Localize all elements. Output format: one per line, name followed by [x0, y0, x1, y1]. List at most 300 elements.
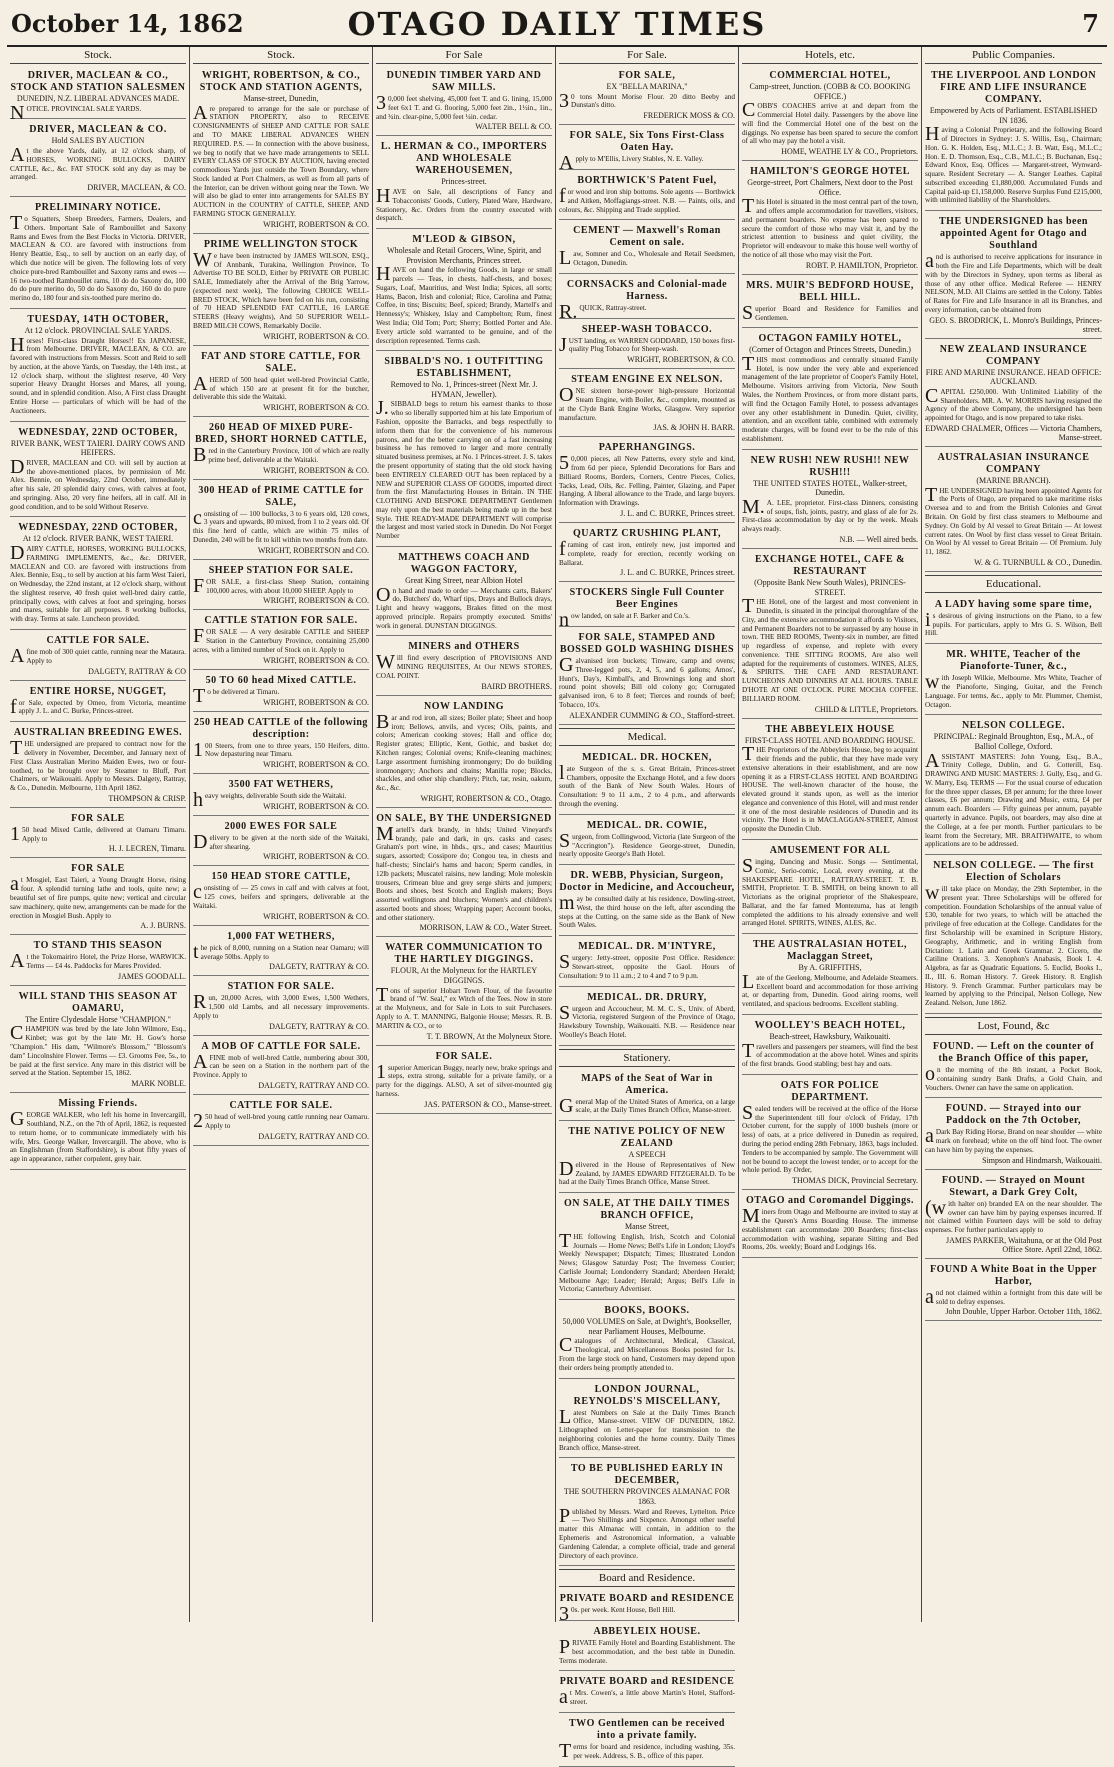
ad-signature: WRIGHT, ROBERTSON & CO. — [263, 219, 369, 229]
ad-body: FOR SALE, a first-class Sheep Station, containing 100,000 acres, with about 10,000 SHEEP. Apply to — [193, 574, 369, 597]
ad-heading: OATS FOR POLICE DEPARTMENT. — [780, 1079, 880, 1103]
ad-signature: J. L. and C. BURKE, Princes street. — [620, 568, 735, 578]
ad-signature: EDWARD CHALMER, Offices — Victoria Chambers, Manse-street. — [925, 424, 1102, 442]
ad-heading: FOUND A White Boat in the Upper Harbor, — [930, 1263, 1097, 1287]
ad-body: At the above Yards, daily, at 12 o'clock sharp, of HORSES, WORKING BULLOCKS, DAIRY CATTLE, &c., &c. FAT STOCK sold any day as may be arranged. — [10, 143, 186, 182]
advertisement — [559, 371, 735, 437]
ad-subheading: THE UNITED STATES HOTEL, Walker-street, Dunedin. — [753, 478, 907, 498]
ad-heading: AUSTRALASIAN INSURANCE COMPANY — [937, 452, 1090, 475]
ad-signature: A. J. BURNS. — [140, 921, 186, 931]
ad-body: NOTICE. PROVINCIAL SALE YARDS. — [10, 101, 142, 124]
ad-body: ASSISTANT MASTERS: John Young, Esq., B.A., Trinity College, Dublin, and G. Cotterill, Esq. DRAWING AND MUSIC MASTERS: J. Gully, Esq., and G. W. Marry, Esq. TERMS — For the usual course of education for the three upper classes, £8 per annum; for the three lower classes, £6 per annum; Drawing and Music, extra, £4 per annum each. Boarders — Fifty guineas per annum, payable quarterly in advance. Pupils, not boarders, may also dine at the College, at a fee per month. Further particulars to be learnt from the Secretary, MR. BRAITHWAITE, to whom applications are to be addressed. — [925, 749, 1102, 849]
advertisement — [376, 231, 552, 351]
advertisement — [10, 519, 186, 630]
ad-body: Travellers and passengers per steamers, will find the best of accommodation at the above hotel. Wines and spirits of the first brands. Good stabling; best hay and oats. — [742, 1039, 918, 1069]
advertisement — [925, 1038, 1102, 1098]
advertisement — [193, 818, 369, 867]
advertisement — [193, 1038, 369, 1095]
advertisement — [742, 1192, 918, 1258]
ad-body: Apply to M'Ellis, Livery Stables, N. E. Valley. — [559, 152, 704, 175]
advertisement — [742, 551, 918, 719]
advertisement — [376, 1048, 552, 1114]
ad-signature: John Double, Upper Harbor. October 11th, 1862. — [945, 1307, 1102, 1317]
ad-body: Singing, Dancing and Music. Songs — Sentimental, Comic, Serio-comic, Local, every evening, at the SHAKESPEARE HOTEL, RATTRAY-STREET. T. B. SMITH, Proprietor. T. B. SMITH, on being known to all Victorians as the original proprietor of the Shakespeare, Ballarat, and the far famed Montezuma, has at length completed the additions to his already extensive and well arranged Hotel. SPIRITS, WINES, ALES, &c. — [742, 855, 918, 928]
ad-heading: TO BE PUBLISHED EARLY IN DECEMBER, — [570, 1463, 724, 1487]
ad-subheading: THE SOUTHERN PROVINCES ALMANAC FOR 1863. — [563, 1487, 731, 1507]
ad-body: COBB'S COACHES arrive at and depart from the Commercial Hotel daily. Passengers by the above line will find the Commercial Hotel one of the best on the diggings. No expense has been spared to secure the comfort of all who may pay the hotel a visit. — [742, 99, 918, 146]
ad-heading: MEDICAL. DR. COWIE, — [586, 819, 708, 831]
ad-body: Superior Board and Residence for Families and Gentlemen. — [742, 301, 918, 324]
ad-signature: WRIGHT, ROBERTSON & CO. — [263, 760, 369, 770]
column-heading: Hotels, etc. — [742, 47, 918, 64]
ad-signature: DALGETY, RATTRAY & CO. — [269, 1021, 369, 1031]
ad-heading: ON SALE, AT THE DAILY TIMES BRANCH OFFICE, — [564, 1198, 730, 1222]
advertisement — [559, 938, 735, 986]
advertisement — [925, 1261, 1102, 1322]
ad-signature: JAS. PATERSON & CO., Manse-street. — [424, 1099, 552, 1109]
ad-signature: WRIGHT, ROBERTSON & CO. — [263, 852, 369, 862]
ad-body: AFINE mob of well-bred Cattle, numbering about 300, can be seen on a Station in the northern part of the Province. Apply to — [193, 1050, 369, 1080]
advertisement — [193, 348, 369, 417]
ad-heading: WATER COMMUNICATION TO THE HARTLEY DIGGINGS. — [385, 942, 543, 966]
ad-body: We have been instructed by JAMES WILSON, ESQ., Of Annbank, Turakina, Wellington Province, To Advertise TO BE SOLD, Either by PRIVATE OR PUBLIC SALE, Immediately after the Arrival of the Brig Yarrow, (expected next week), The following CHOICE WELL-BRED STOCK, Which have been fed on his run, consisting of 70 HEAD SPLENDID FAT CATTLE, 16 LARGE STEERS (Heavy weights), And 50 SUPERIOR WELL-BRED MILCH COWS, Remarkably Docile. — [193, 248, 369, 330]
ad-heading: OTAGO and Coromandel Diggings. — [746, 1195, 914, 1207]
ad-heading: FOR SALE. — [435, 1050, 493, 1062]
ad-signature: WRIGHT, ROBERTSON & CO. — [263, 655, 369, 665]
advertisement — [193, 1097, 369, 1146]
ad-signature: JAS. & JOHN H. BARR. — [653, 423, 735, 433]
ad-heading: PRELIMINARY NOTICE. — [34, 202, 161, 214]
section-heading — [925, 1017, 1102, 1035]
advertisement — [742, 67, 918, 161]
ad-body: J.SIBBALD begs to return his earnest thanks to those who so liberally supported him at his late Emporium of Fashion, opposite the Barracks, and begs respectfully to inform them that for the convenience of his numerous patrons, and for the better carrying on of a fast increasing business he has removed to larger and more centrally situated business premises, at No. 1 Princes-street. J. S. takes the present opportunity of stating that the old stock having been ENTIRELY CLEARED OUT has been replaced by a NEW and SUPERIOR CLASS OF GOODS, imported direct from the first Manufacturing Houses in Britain. IN THE CLOTHING AND BESPOKE DEPARTMENT Gentlemen may rely upon the best materials being made up in the best Style. THE READY-MADE DEPARTMENT will comprise the largest and most varied stock in Dunedin. Do Not Forget Number — [376, 397, 552, 541]
ad-heading: 1,000 FAT WETHERS, — [227, 930, 335, 942]
ad-heading: DUNEDIN TIMBER YARD AND SAW MILLS. — [386, 70, 542, 93]
advertisement — [559, 525, 735, 582]
ad-signature: H. J. LECREN, Timaru. — [108, 844, 186, 854]
ad-subheading: (Opposite Bank New South Wales), PRINCES-STREET. — [754, 578, 906, 597]
ad-heading: WEDNESDAY, 22ND OCTOBER, — [18, 522, 178, 534]
ad-heading: CATTLE FOR SALE. — [46, 635, 150, 647]
ad-body: THE Proprietors of the Abbeyleix House, beg to acquaint their friends and the public, that they have made very extensive alterations in their establishment, and are now opening it as a FIRST-CLASS HOTEL AND BOARDING HOUSE. The well-known character of the house, the elevated ground it stands upon, as well as the interior elegance and convenience of this Hotel, will and must render it one of the most desirable residences of Dunedin and its vicinity. The Hotel is in MACLAGGAN-STREET, Almost opposite the Dunedin Club. — [742, 743, 918, 834]
column-heading: Stock. — [10, 47, 186, 64]
advertisement — [193, 562, 369, 611]
advertisement — [925, 213, 1102, 338]
ad-body: (with halter on) branded EA on the near shoulder. The owner can have him by paying expenses incurred. If not claimed within Fourteen days will be sold to defray expenses. For further particulars apply to — [925, 1196, 1102, 1235]
ad-body: CAPITAL £250,000. With Unlimited Liability of the Shareholders. MR. A. W. MORRIS having resigned the Agency of the above Company, the undersigned has been appointed for Otago, and is now prepared to take risks. — [925, 384, 1102, 423]
ad-heading: SHEEP STATION FOR SALE. — [208, 564, 354, 576]
advertisement — [10, 683, 186, 723]
column-3 — [373, 47, 556, 1622]
advertisement — [10, 311, 186, 422]
page-number: 7 — [1082, 9, 1099, 38]
ad-body: On hand and made to order — Merchants carts, Bakers' do, Butchers' do, Wharf tips, Drays and Bullock drays, Light and heavy waggons, Brakes fitted on the most approved principle. Repairs promptly executed. Smiths' work in general. DUNSTAN DIGGINGS. — [376, 583, 552, 630]
ad-heading: FOR SALE, STAMPED AND BOSSED GOLD WASHING DISHES — [559, 632, 735, 656]
ad-heading: Stationery. — [623, 1051, 671, 1064]
ad-heading: A MOB OF CATTLE FOR SALE. — [201, 1040, 361, 1052]
ad-body: AHERD of 500 head quiet well-bred Provincial Cattle, of which 150 are at present fit for the butcher, deliverable this side the Waitaki. — [193, 372, 369, 402]
advertisement — [376, 549, 552, 637]
ad-signature: WRIGHT, ROBERTSON & CO. — [263, 331, 369, 341]
advertisement — [742, 163, 918, 275]
ad-subheading: PRINCIPAL: Reginald Broughton, Esq., M.A., of Balliol College, Oxford. — [933, 732, 1094, 751]
ad-heading: 150 HEAD STORE CATTLE, — [211, 871, 351, 883]
newspaper-page — [7, 5, 1107, 1762]
ad-heading: NEW ZEALAND INSURANCE COMPANY — [939, 343, 1088, 367]
masthead — [7, 5, 1107, 47]
ad-signature: W. & G. TURNBULL & CO., Dunedin. — [974, 557, 1102, 567]
ad-body: aDark Bay Riding Horse, Brand on near shoulder — white mark on forehead; white on the off hind foot. The owner can have him by paying the expenses. — [925, 1125, 1102, 1154]
ad-subheading: Wholesale and Retail Grocers, Wine, Spirit, and Provision Merchants, Princes street. — [387, 246, 541, 265]
ad-heading: NEW RUSH! NEW RUSH!! NEW RUSH!!! — [750, 454, 910, 478]
ad-subheading: Removed to No. 1, Princes-street (Next Mr. J. HYMAN, Jeweller). — [390, 380, 538, 399]
ad-heading: STEAM ENGINE EX NELSON. — [571, 374, 723, 386]
ad-body: R.QUICK, Rattray-street. — [559, 300, 647, 323]
ad-heading: Lost, Found, &c — [977, 1020, 1050, 1033]
ad-heading: 2000 EWES FOR SALE — [224, 820, 338, 832]
ad-heading: PRIVATE BOARD and RESIDENCE — [559, 1676, 735, 1688]
ad-body: Late of the Geelong, Melbourne, and Adelaide Steamers. Excellent board and accommodation for those arriving at, or departing from, Dunedin. Good airing rooms, well ventilated, and spacious bedrooms. Excellent stabling. — [742, 970, 918, 1009]
advertisement — [925, 449, 1102, 572]
ad-body: at Mosgiel, East Taieri, a Young Draught Horse, rising four. A splendid turning lathe and tools, quite new; a beautiful set of fire pumps, quite new; vertical and circular saw machinery, quite new, arrangements can be made for the erection in Mosgiel Bush. Apply to — [10, 873, 186, 920]
advertisement — [193, 612, 369, 669]
ad-signature: GEO. S. BRODRICK, L. Monro's Buildings, Princes-street. — [929, 315, 1102, 334]
ad-body: Surgeon and Accoucheur, M. M. C. S., Univ. of Aberd, Victoria, registered Surgeon of the Province of Otago, Hawksbury Township, Waikouaiti. N.B. — Residence near Woolley's Beach Hotel. — [559, 1001, 735, 1039]
ad-body: JUST landing, ex WARREN GODDARD, 150 boxes first-quality Plug Tobacco for Sheep-wash. — [559, 333, 735, 356]
advertisement — [559, 172, 735, 220]
ad-body: for wood and iron ship bottoms. Sole agents — Borthwick and Aitken, Moffagiangs-street. N.B. — Paints, oils, and colours, &c. Shipping and Trade supplied. — [559, 184, 735, 214]
ad-body: Law, Somner and Co., Wholesale and Retail Seedsmen, Octagon, Dunedin. — [559, 247, 735, 270]
advertisement — [559, 584, 735, 632]
advertisement — [10, 860, 186, 935]
ad-body: PRIVATE Family Hotel and Boarding Establishment. The best accommodation, and the best table in Dunedin. Terms moderate. — [559, 1636, 735, 1665]
advertisement — [10, 1095, 186, 1170]
ad-subheading: Manse-street, Dunedin, — [243, 94, 319, 103]
advertisement — [193, 928, 369, 977]
ad-signature: DRIVER, MACLEAN, & CO. — [87, 183, 186, 193]
section-heading — [559, 728, 735, 746]
advertisement — [559, 1623, 735, 1671]
ad-body: GEORGE WALKER, who left his home in Invercargill, Southland, N.Z., on the 7th of April, 1862, is requested to return home, or to communicate immediately with his wife, Mrs. George Walker, Invercargill. The above, who is an Englishman (from Staffordshire), is about fifty years of age in appearance, rather corpulent, grey hair. — [10, 1108, 186, 1164]
ad-heading: MAPS of the Seat of War in America. — [581, 1072, 713, 1096]
ad-signature: FREDERICK MOSS & CO. — [643, 111, 735, 121]
advertisement — [925, 1100, 1102, 1169]
ad-heading: FOUND. — Strayed on Mount Stewart, a Dark Grey Colt, — [941, 1174, 1086, 1198]
column-heading: For Sale. — [559, 47, 735, 64]
advertisement — [376, 638, 552, 695]
advertisement — [742, 842, 918, 934]
ad-heading: WEDNESDAY, 22ND OCTOBER, — [18, 426, 178, 438]
advertisement — [742, 1077, 918, 1190]
ad-heading: FOR SALE — [71, 812, 125, 824]
ad-subheading: Empowered by Acts of Parliament. ESTABLISHED IN 1836. — [929, 106, 1098, 125]
ad-heading: 260 HEAD OF MIXED PURE-BRED, SHORT HORNED CATTLE, — [194, 422, 368, 446]
ad-body: Galvanised iron buckets; Tinware, camp and ovens; Three-legged pots, 2, 4, 5, and 6 gallons; Amos', Hunt's, Day's, Kimball's, and Brownings long and short round point shovels; Bill old colony go; Corrugated galvanised iron, 6 to 8 feet; Tierces and rounds of beef; Tobacco, 10's. — [559, 654, 735, 710]
ad-body: may be consulted daily at his residence, Dowling-street, West, the third house on the left, after ascending the steps at the Cutting, on the same side as the Bank of New South Wales. — [559, 892, 735, 930]
ad-heading: MINERS and OTHERS — [408, 641, 520, 653]
ad-body: consisting of — 100 bullocks, 3 to 6 years old, 120 cows, 3 years and upwards, 80 mixed, from 1 to 2 years old. Of this fine herd of cattle, which are within 75 miles of Dunedin, 240 will be fit to kill within two months from date. — [193, 506, 369, 545]
ad-heading: Medical. — [627, 730, 667, 743]
ad-subheading: At 12 o'clock. RIVER BANK, WEST TAIERI. — [22, 534, 174, 544]
ad-body: Latest Numbers on Sale at the Daily Times Branch Office, Manse-street. VIEW OF DUNEDIN, 1862. Lithographed on Letter-paper for transmission to the neighboring colonies and the home country. Daily Times Branch office, Manse-street. — [559, 1405, 735, 1452]
ad-heading: MATTHEWS COACH AND WAGGON FACTORY, — [398, 551, 530, 575]
ad-signature: ROBT. P. HAMILTON, Proprietor. — [805, 260, 918, 270]
ad-heading: FOR SALE, — [618, 70, 676, 81]
advertisement — [559, 1460, 735, 1566]
ad-subheading: FIRE AND MARINE INSURANCE. HEAD OFFICE: AUCKLAND. — [925, 367, 1102, 387]
ad-body: DAIRY CATTLE, HORSES, WORKING BULLOCKS, FARMING IMPLEMENTS, &c., &c. DRIVER, MACLEAN and CO. are favored with instructions from Alex. Bennie, Esq., to sell by auction at his farm West Taieri, on Wednesday, the 22nd instant, at 12 o'clock sharp, without the slightest reserve, 40 fresh quiet well-bred dairy cattle, principally cows, with calves at foot and springing, horses and mares, suitable for all purposes. 8 working bullocks, with dray. Terms at sale. Luncheon provided. — [10, 542, 186, 624]
ad-body: At the Tokomairiro Hotel, the Prize Horse, WARWICK. Terms — £4 4s. Paddocks for Mares Provided. — [10, 950, 186, 973]
ad-body: and is authorised to receive applications for insurance in both the Fire and Life Departments, which will be dealt with by the Directors in Sydney, upon terms as liberal as those of any other office. Medical Referee — HENRY NELSON, M.D. All Claims are settled in the Colony. Tables of Rates for Fire and Life Insurance in all its Branches, and every information, can be obtained from — [925, 250, 1102, 314]
advertisement — [10, 937, 186, 986]
ad-heading: MEDICAL. DR. M'INTYRE, — [578, 941, 716, 953]
advertisement — [193, 776, 369, 816]
ad-heading: WRIGHT, ROBERTSON, & CO., STOCK AND STATION AGENTS, — [199, 70, 363, 93]
ad-body: Bar and rod iron, all sizes; Boiler plate; Sheet and hoop iron; Bellows, anvils, and vyces; Oils, paints, and colors; American cooking stoves; Hall and office do; Register grates; Elliptic, Kent, Gothic, and basket do; Kitchen ranges; Colonial ovens; Knife-cleaning machines; Large assortment furnishing ironmongery; Do do building ironmongery; Anchors and chains; Manilla rope; Blocks, shackles, and other ship chandlery; Pitch, tar, resin, oakum, &c., &c. — [376, 710, 552, 793]
ad-signature: WRIGHT, ROBERTSON & CO., Otago. — [420, 793, 552, 803]
advertisement — [193, 672, 369, 712]
ad-signature: WRIGHT, ROBERTSON & CO. — [263, 465, 369, 475]
ad-heading: MRS. MUIR'S BEDFORD HOUSE, BELL HILL. — [746, 279, 914, 303]
ad-subheading: EX "BELLA MARINA," — [606, 82, 688, 91]
ad-heading: LONDON JOURNAL, REYNOLDS'S MISCELLANY, — [573, 1383, 721, 1407]
ad-heading: MR. WHITE, Teacher of the Pianoforte-Tuner, &c., — [946, 649, 1081, 673]
ad-heading: FAT AND STORE CATTLE, FOR SALE. — [201, 350, 361, 374]
ad-heading: FOR SALE — [71, 863, 125, 875]
ad-body: To Squatters, Sheep Breeders, Farmers, Dealers, and Others. Important Sale of Rambouillet and Saxony Rams and Ewes from the Best Flocks in Victoria. DRIVER, MACLEAN & CO. are favored with instructions from Henry Beattie, Esq., to sell by auction on an early day, of which due notice will be given. The following lots of very choice pure-bred Rambouillet and Saxony rams and ewes — 16 two-toothed Rambouillet rams, 10 do do Saxony do, 100 do do pure merino do, 50 do do Saxony do, 160 do do pure merino do, 180 four and six-toothed pure merino do. — [10, 212, 186, 303]
ad-subheading: (MARINE BRANCH). — [976, 476, 1051, 485]
section-heading — [925, 575, 1102, 593]
ad-body: 30s. per week. Kent House, Bell Hill. — [559, 1603, 676, 1626]
ad-signature: DALGETY, RATTRAY & CO. — [269, 962, 369, 972]
advertisement — [742, 1017, 918, 1075]
advertisement — [559, 321, 735, 370]
advertisement — [10, 724, 186, 808]
ad-heading: Board and Residence. — [598, 1572, 696, 1585]
ad-heading: TWO Gentlemen can be received into a private family. — [569, 1718, 725, 1741]
advertisement — [559, 867, 735, 936]
ad-subheading: By A. GRIFFITHS, — [798, 963, 862, 973]
section-heading — [559, 1569, 735, 1587]
advertisement — [559, 276, 735, 323]
advertisement — [376, 138, 552, 229]
ad-signature: CHILD & LITTLE, Proprietors. — [814, 704, 918, 714]
ad-subheading: Beach-street, Hawksbury, Waikouaiti. — [769, 1031, 891, 1041]
ad-body: Delivered in the House of Representatives of New Zealand, by JAMES EDWARD FITZGERALD. To be had at the Daily Times Branch Office, Manse Street. — [559, 1157, 735, 1187]
advertisement — [559, 1070, 735, 1122]
ad-signature: WRIGHT, ROBERTSON & CO. — [263, 801, 369, 811]
advertisement — [10, 632, 186, 681]
ad-heading: BORTHWICK'S Patent Fuel, — [577, 174, 717, 186]
ad-subheading: George-street, Port Chalmers, Next door to the Post Office. — [747, 178, 913, 197]
ad-heading: M'LEOD & GIBSON, — [412, 234, 516, 246]
ad-heading: MEDICAL. DR. DRURY, — [587, 991, 707, 1003]
ad-heading: NELSON COLLEGE. — The first Election of Scholars — [933, 860, 1094, 884]
advertisement — [559, 67, 735, 125]
ad-heading: CATTLE STATION FOR SALE. — [204, 615, 358, 627]
advertisement — [559, 749, 735, 815]
ad-body: 50,000 pieces, all New Patterns, every style and kind, from 6d per piece, Splendid Decorations for Bars and Billiard Rooms, Borders, Corners, Centre Pieces, Colics, Tacks, Lead, Oils, &c. Felling, Painter, Glazing, and Paper Hanging. A liberal allowance to the Trade, and large buyers. Information with Drawings. — [559, 452, 735, 508]
ad-body: Will find every description of PROVISIONS AND MINING REQUISITES, At Our NEWS STORES, COAL POINT. — [376, 651, 552, 681]
advertisement — [559, 127, 735, 175]
ad-body: 150 head Mixed Cattle, delivered at Oamaru Timaru. Apply to — [10, 822, 186, 845]
ad-heading: EXCHANGE HOTEL, CAFE & RESTAURANT — [755, 554, 905, 578]
ad-heading: PAPERHANGINGS. — [598, 442, 696, 454]
ad-body: Surgery: Jetty-street, opposite Post Office. Residence: Stewart-street, opposite the Gaol. Hours of Consultation: 9 to 11 a.m.; 2 to 4 and 7 to 9 p.m. — [559, 951, 735, 980]
ad-body: with Joseph Wilkie, Melbourne. Mrs White, Teacher of the Pianoforte, Singing, Guitar, and the French Language. For terms, &c., apply to Mr. Plummer, Chemist, Octagon. — [925, 671, 1102, 709]
ad-signature: WRIGHT, ROBERTSON, & CO. — [627, 355, 735, 365]
ad-body: ONE sixteen horse-power high-pressure Horizontal Steam Engine, with Boiler, &c., complete, mounted as at the Clyde Bank Engine Works, Glasgow. Very superior manufacture. — [559, 384, 735, 422]
ad-signature: BAIRD BROTHERS. — [481, 681, 552, 691]
ad-body: THE UNDERSIGNED having been appointed Agents for the Ports of Otago, are prepared to take maritime risks Oversea and to and from the British Colonies and Great Britain. On Gold by first class steamers to Melbourne and Sydney. On Gold by Al vessel to Great Britain — At lowest current rates. On Wool by first class vessel to Great Britain. On Wool by Al vessel to Great Britain — Of Premium. July 11, 1862. — [925, 483, 1102, 557]
ad-signature: MARK NOBLE. — [131, 1079, 186, 1089]
advertisement — [925, 67, 1102, 211]
advertisement — [742, 721, 918, 840]
advertisement — [559, 439, 735, 523]
advertisement — [10, 424, 186, 518]
advertisement — [193, 978, 369, 1035]
ad-body: 30,000 feet shelving, 45,000 feet T. and G. lining, 15,000 feet 6x1 T. and G. flooring, 5,000 feet 2in., 1½in., 1in., and ¾in. clear-pine, 5,000 feet ¼in. cedar. — [376, 92, 552, 121]
advertisement — [559, 1195, 735, 1300]
ad-signature: HOME, WEATHE LY & CO., Proprietors. — [781, 147, 918, 157]
advertisement — [193, 714, 369, 775]
ad-signature: WALTER BELL & CO. — [475, 122, 552, 132]
ad-body: on the morning of the 8th instant, a Pocket Book, containing sundry Bank Drafts, a Gold Chain, and Vouchers. Owner can have the same on application. — [925, 1063, 1102, 1092]
ad-signature: Simpson and Hindmarsh, Waikouaiti. — [982, 1155, 1102, 1165]
advertisement — [742, 936, 918, 1015]
ad-body: Martell's dark brandy, in hhds; United Vineyard's brandy, pale and dark, in qrs. casks and cases; Graham's port wine, in hhds., qrs., and cases; Mauritius sugars, assorted; Cossipore do; Congou tea, in chests and half-chests; Sinclair's hams and bacon; Sperm candles, in 12lb packets; Muscatel raisins, new landing; Mole moleskin trousers, Crimean blue and grey serge shirts and jumpers; Boots and shoes, best Scotch and English makers; Boys assorted wellingtons and bluchers; Women's and children's assorted boots and shoes; Wrapping paper; Account books, and other stationery. — [376, 822, 552, 922]
ad-heading: STATION FOR SALE. — [227, 981, 335, 993]
column-heading: For Sale — [376, 47, 552, 64]
ad-heading: THE AUSTRALASIAN HOTEL, Maclaggan Street, — [752, 939, 908, 963]
ad-body: Published by Messrs. Ward and Reeves, Lyttelton. Price — Two Shillings and Sixpence. Amongst other useful matter this Almanac will contain, in addition to the Ephemeris and Astronomical information, a valuable Gardening Calendar, a complete official, trade and general Directory of each province. — [559, 1504, 735, 1560]
column-4 — [556, 47, 739, 1762]
advertisement — [193, 236, 369, 346]
ad-heading: FOR SALE, Six Tons First-Class Oaten Hay. — [569, 130, 725, 154]
ad-body: Afine mob of 300 quiet cattle, running near the Mataura. Apply to — [10, 645, 186, 668]
advertisement — [193, 482, 369, 560]
ad-heading: ABBEYLEIX HOUSE. — [593, 1626, 701, 1638]
column-5 — [739, 47, 922, 1622]
ad-body: 100 Steers, from one to three years, 150 Heifers, ditto. Now depasturing near Timaru. — [193, 738, 369, 761]
ad-signature: THOMAS DICK, Provincial Secretary. — [792, 1176, 918, 1186]
ad-heading: MEDICAL. DR. HOCKEN, — [582, 751, 712, 763]
advertisement — [10, 988, 186, 1093]
column-6 — [922, 47, 1105, 1622]
ad-signature: ALEXANDER CUMMING & CO., Stafford-street. — [569, 710, 735, 720]
ad-body: and not claimed within a fortnight from this date will be sold to defray expenses. — [925, 1285, 1102, 1308]
ad-body: THE Hotel, one of the largest and most convenient in Dunedin, is situated in the principal thoroughfare of the City, and the extensive accommodation it affords to Visitors, and Permanent Boarders not to be surpassed by any house in town. THE BED ROOMS, Twenty-six in number, are fitted up regardless of expense, and replete with every convenience. THE SITTING ROOMS, Are also well adapted for the requirements of customers. WINES, ALES, & SPIRITS. THE CAFE AND RESTAURANT. LUNCHEONS AND DINNERS AT ALL HOURS. TABLE D'HOTE AT ONE O'CLOCK. PURE MOCHA COFFEE. BILLIARD ROOM. — [742, 595, 918, 703]
advertisement — [10, 67, 186, 124]
ad-body: late Surgeon of the s. s. Great Britain, Princes-street Chambers, opposite the Exchange Hotel, and a few doors south of the Bank of New South Wales. Hours of Consultation: 9 to 11 a.m., 2 to 4 p.m., and afterwards through the evening. — [559, 761, 735, 808]
ad-subheading: The Entire Clydesdale Horse "CHAMPION." — [25, 1014, 171, 1024]
ad-body: Surgeon, from Collingwood, Victoria (late Surgeon of the "Accrington"). Residence George-street, Dunedin, nearly opposite George's Bath Hotel. — [559, 829, 735, 859]
ad-subheading: DUNEDIN, N.Z. LIBERAL ADVANCES MADE. — [16, 94, 180, 103]
column-grid — [7, 47, 1107, 1762]
ad-body: HAVE on Sale, all descriptions of Fancy and Tobacconists' Goods, Cutlery, Plated Ware, Hardware, Stationery, &c. Orders from the country executed with despatch. — [376, 184, 552, 223]
ad-body: Terms for board and residence, including washing, 35s. per week. Address, S. B., office of this paper. — [559, 1740, 735, 1762]
column-heading: Public Companies. — [925, 47, 1102, 64]
ad-body: FOR SALE — A very desirable CATTLE and SHEEP Station in the Canterbury Province, containing 25,000 acres, with a limited number of Stock on it. Apply to — [193, 625, 369, 654]
ad-heading: HAMILTON'S GEORGE HOTEL — [750, 166, 910, 178]
ad-heading: PRIVATE BOARD and RESIDENCE — [559, 1593, 735, 1605]
ad-signature: WRIGHT, ROBERTSON & CO. — [263, 403, 369, 413]
ad-body: Run, 20,000 Acres, with 3,000 Ewes, 1,500 Wethers, 1,500 old Lambs, and all necessary improvements. Apply to — [193, 991, 369, 1020]
ad-heading: CORNSACKS and Colonial-made Harness. — [566, 278, 728, 302]
ad-body: framing of cast iron, entirely new, just imported and complete, ready for erection, recently working on Ballarat. — [559, 538, 735, 567]
ad-body: heavy weights, deliverable South side the Waitaki. — [193, 789, 347, 812]
ad-heading: 300 HEAD of PRIME CATTLE for SALE, — [198, 484, 364, 508]
advertisement — [559, 989, 735, 1046]
advertisement — [559, 1302, 735, 1378]
advertisement — [742, 452, 918, 549]
ad-heading: DRIVER, MACLEAN & CO., STOCK AND STATION SALESMEN — [10, 70, 186, 93]
ad-body: CHAMPION was bred by the late John Wilmore, Esq., Kinbet; was got by the late Mr. H. Gow's horse "Champion." His dam, "Wilmore's Blossom," "Blossom's dam" Lincolnshire Flower. Terms — £3. Grooms Fee, 5s., to be paid at the first service. Any mare in this district will be served at the Station. September 15, 1862. — [10, 1022, 186, 1078]
ad-heading: ON SALE, BY THE UNDERSIGNED — [376, 812, 552, 824]
ad-body: General Map of the United States of America, on a large scale, at the Daily Times Branch Office, Manse-street. — [559, 1094, 735, 1117]
advertisement — [10, 810, 186, 859]
advertisement — [742, 277, 918, 329]
ad-heading: CEMENT — Maxwell's Roman Cement on sale. — [573, 225, 721, 249]
ad-body: M.A. LEE, proprietor. First-class Dinners, consisting of soups, fish, joints, pastry, and glass of ale for 2s. First-class accommodation by day or by the week. Meals always ready. — [742, 495, 918, 534]
advertisement — [559, 1673, 735, 1713]
ad-heading: NELSON COLLEGE. — [961, 720, 1066, 732]
advertisement — [925, 1172, 1102, 1259]
advertisement — [559, 222, 735, 274]
ad-body: HAVE on hand the following Goods, in large or small parcels — Teas, in chests, half-chests, and boxes; Sugars, Loaf, Mauritius, and West India; Spices, all sorts; Hams, Bacon, Irish and colonial; Rice, Carolina and Patna; Coffee, in tins; Biscuits; Beef, spiced; Brandy, Martell's and Hennessy's; Whiskey, Islay and Campbelton; Rum, finest West India; Old Tom; Port; Sherry; Bottled Porter and Ale. Every article sold warranted to be genuine, and of the description represented. Terms cash. — [376, 263, 552, 345]
ad-signature: T. T. BROWN, At the Molyneux Store. — [426, 1031, 552, 1041]
ad-heading: SHEEP-WASH TOBACCO. — [581, 323, 713, 335]
advertisement — [559, 1590, 735, 1626]
ad-subheading: Manse Street, — [625, 1222, 669, 1232]
ad-subheading: A SPEECH — [628, 1150, 666, 1160]
ad-heading: THE LIVERPOOL AND LONDON FIRE AND LIFE INSURANCE COMPANY. — [930, 70, 1097, 105]
advertisement — [925, 717, 1102, 855]
ad-body: 1superior American Buggy, nearly new, brake springs and steps, extra strong, suitable for a private family, or a party for the diggings. ALSO, A set of silver-mounted gig harness. — [376, 1060, 552, 1098]
section-heading — [559, 1049, 735, 1067]
advertisement — [925, 596, 1102, 644]
issue-date: October 14, 1862 — [11, 9, 244, 38]
ad-body: Miners from Otago and Melbourne are invited to stay at the Queen's Arms Boarding House. The immense establishment can accommodate 200 Boarders; first-class accommodation with washing, separate Sitting and Bed Rooms, 20s. weekly; Board and Lodgings 16s. — [742, 1205, 918, 1252]
advertisement — [376, 67, 552, 136]
ad-heading: BOOKS, BOOKS. — [604, 1305, 690, 1317]
advertisement — [742, 330, 918, 449]
ad-heading: WILL STAND THIS SEASON AT OAMARU, — [18, 990, 178, 1014]
ad-heading: QUARTZ CRUSHING PLANT, — [573, 528, 721, 539]
ad-body: Having a Colonial Proprietary, and the following Board of Directors in Sydney: J. S. Willis, Esq., Chairman; Hon. G. K. Holden, Esq., M.L.C.; J. B. Watt, Esq., M.L.C.; Hon. E. D. Thomson, Esq., C.B., M.L.C.; B. Buchanan, Esq.; Edward Knox, Esq. Offices — Margaret-street, Wynward-square. Resident Secretary — A. Stanger Leathes. Capital subscribed exceeding £1,880,000. Accumulated Funds and Capital paid-up £1,158,000. Reserve Surplus Fund £215,000, with unlimited liability of the Shareholders. — [925, 123, 1102, 205]
ad-signature: N.B. — Well aired beds. — [839, 535, 918, 545]
ad-subheading: RIVER BANK, WEST TAIERI. DAIRY COWS AND HEIFERS. — [10, 438, 186, 458]
ad-subheading: 50,000 VOLUMES on Sale, at Dwight's, Bookseller, near Parliament Houses, Melbourne. — [562, 1317, 732, 1336]
advertisement — [559, 1715, 735, 1767]
ad-subheading: Hold SALES BY AUCTION — [51, 136, 145, 146]
newspaper-title: OTAGO DAILY TIMES — [347, 5, 767, 43]
ad-body: the pick of 8,000, running on a Station near Oamaru; will average 50lbs. Apply to — [193, 940, 369, 963]
ad-signature: THOMPSON & CRISP. — [108, 793, 186, 803]
ad-body: Sealed tenders will be received at the office of the Horse the Superintendent till four o'clock of Friday, 17th October current, for the supply of 1000 bushels (more or less) of oats, at a price delivered in Dunedin as required, during the period ending 28th February, 1863, bags included. Tenders to be accompanied by sample. The Government will not be bound to accept the lowest tender, or to accept for the whole period. By Order, — [742, 1101, 918, 1175]
ad-subheading: Camp-street, Junction. (COBB & CO. BOOKING OFFICE.) — [749, 82, 911, 101]
ad-heading: A LADY having some spare time, — [934, 598, 1093, 610]
ad-heading: Missing Friends. — [58, 1098, 138, 1110]
advertisement — [925, 646, 1102, 715]
advertisement — [376, 698, 552, 808]
ad-heading: WOOLLEY'S BEACH HOTEL, — [754, 1019, 906, 1031]
ad-body: Bred in the Canterbury Province, 100 of which are really prime beef, deliverable at the Waitaki. — [193, 444, 369, 467]
advertisement — [559, 817, 735, 865]
advertisement — [10, 199, 186, 309]
ad-heading: PRIME WELLINGTON STOCK — [203, 238, 359, 250]
ad-body: for Sale, expected by Omeo, from Victoria, meantime apply J. L. and C. Burke, Princes-street. — [10, 695, 186, 718]
